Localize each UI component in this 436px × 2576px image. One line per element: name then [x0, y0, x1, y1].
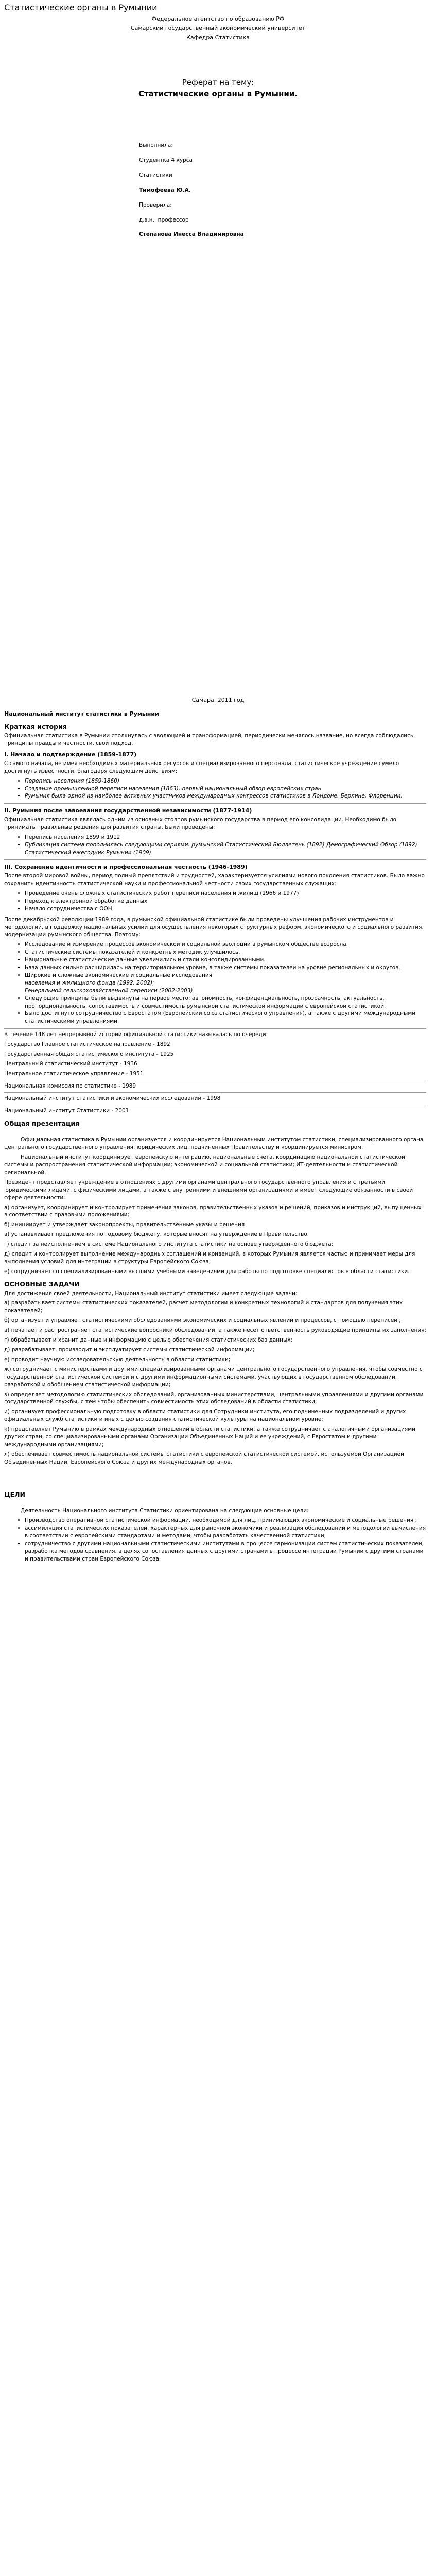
- overview-paragraph-2: Национальный институт координирует европейскую интеграцию, национальные счета, координацию национальной статистической системы и распространения статистической информации; экономической и социальной статистики; ИТ-деятельности и статистической региональной.: [4, 1154, 405, 1176]
- tasks-paragraph: Для достижения своей деятельности, Национальный институт статистики имеет следующие задачи:: [4, 1290, 298, 1297]
- goals-paragraph: Деятельность Национального института Статистики ориентирована на следующие основные цели:: [21, 1507, 309, 1514]
- list-item: • Статистические системы показателей и конкретных методик улучшилось.: [25, 948, 426, 956]
- tasks-heading: ОСНОВНЫЕ ЗАДАЧИ: [4, 1280, 80, 1288]
- task-line: г) обрабатывает и хранит данные и информацию с целью обеспечения статистических баз данных;: [4, 1337, 293, 1344]
- list-item-text: Широкие и сложные экономические и социальные исследования: [25, 972, 213, 978]
- name-line: Национальный институт статистики и экономических исследований - 1998: [4, 1095, 221, 1101]
- name-line: Национальная комиссия по статистике - 1989: [4, 1082, 136, 1089]
- duty-line: е) сотрудничает со специализированными высшими учебными заведениями для работы по подготовке специалистов в области статистики.: [4, 1268, 410, 1275]
- list-item: • сотрудничество с другими национальными статистическими институтами в процессе гармонизации систем статистических показателей, разработка методов сравнения, в целях сопоставления данных с другими странами в процессе интеграции Румынии с другими странами и правительствами стран Европейского Союза.: [25, 1540, 426, 1563]
- section-1-paragraph: С самого начала, не имея необходимых материальных ресурсов и специализированного персонала, статистическое учреждение сумело достигнуть известности, благодаря следующим действиям:: [4, 760, 399, 774]
- duty-line: а) организует, координирует и контролирует применения законов, правительственных указов и решений, приказов и инструкций, выпущенных в соответствии с правовыми положениями;: [4, 1204, 422, 1218]
- list-item: • Румыния была одной из наиболее активных участников международных конгрессов статистиков в Лондоне, Берлине, Флоренции.: [25, 792, 426, 800]
- city-year: Самара, 2011 год: [191, 697, 245, 703]
- section-3-paragraph: После второй мировой войны, период полный препятствий и трудностей, характеризуется усилиями нового поколения статистиков. Было важно сохранить идентичность статистической науки и профессиональной честности своих государственных служащих:: [4, 873, 425, 887]
- task-line: ж) сотрудничает с министерствами и другими специализированными органами центрального государственного управления, чтобы совместно с государственной статистической системой и с другими информационными системами, участвующих в государственном обследовании, разработкой и обобщением статистической информации;: [4, 1366, 423, 1388]
- university-line: Самарский государственный экономический университет: [130, 25, 306, 31]
- checker-name: Степанова Инесса Владимировна: [139, 231, 244, 238]
- performed-label: Выполнила:: [139, 142, 173, 148]
- spacer: [4, 1500, 426, 1507]
- task-line: а) разрабатывает системы статистических показателей, расчет методологии и конкретных технологий и стандартов для получения этих показателей;: [4, 1300, 403, 1314]
- list-item: • Публикация система пополнилась следующими сериями: румынский Статистический Бюллетень (1892) Демографический Обзор (1892) Статистический ежегодник Румынии (1909): [25, 841, 426, 857]
- divider: [4, 859, 426, 860]
- student-name: Тимофеева Ю.А.: [139, 187, 191, 193]
- student-specialty: Статистики: [139, 172, 172, 178]
- task-line: и) организует профессиональную подготовку в области статистики для Сотрудники института, его подчиненных подразделений и других официальных служб статистики и иных с целью создания статистической культуры на национальном уровне;: [4, 1409, 406, 1423]
- divider: [4, 803, 426, 804]
- divider: [4, 1028, 426, 1029]
- document-title: Статистические органы в Румынии: [4, 3, 158, 12]
- spacer: [4, 1129, 426, 1136]
- student-course: Студентка 4 курса: [139, 157, 193, 163]
- department-line: Кафедра Статистика: [186, 34, 250, 41]
- section-4-paragraph: После декабрьской революции 1989 года, в румынской официальной статистике были проведены улучшения рабочих инструментов и методологий, в поддержку национальных усилий для осуществления некоторых структурных реформ, экономического и социального развития, модернизации румынского общества. Поэтому:: [4, 916, 424, 938]
- spacer: [4, 1468, 426, 1486]
- list-item: • Переход к электронной обработке данных: [25, 897, 426, 905]
- name-line: Центральное статистическое управление - 1951: [4, 1070, 144, 1077]
- institute-heading: Национальный институт статистики в Румынии: [4, 710, 159, 717]
- list-item: • База данных сильно расширилась на территориальном уровне, а также системы показателей на уровне региональных и округов.: [25, 964, 426, 972]
- list-item: • Было достигнуто сотрудничество с Евростатом (Европейский союз статистического управления), а также с другими международными статистическими управлениями.: [25, 1010, 426, 1025]
- duty-line: б) инициирует и утверждает законопроекты, правительственные указы и решения: [4, 1222, 245, 1228]
- section-5-paragraph: В течение 148 лет непрерывной истории официальной статистики называлась по очереди:: [4, 1031, 268, 1038]
- list-item-italic: Генеральной сельскохозяйственной переписи (2002-2003): [25, 987, 193, 994]
- main-content: [4, 707, 426, 1566]
- intro-paragraph: Официальная статистика в Румынии столкнулась с эволюцией и трансформацией, периодически менялось название, но всегда соблюдались принципы правды и честности, свой подход.: [4, 733, 414, 747]
- section-4-list: [4, 941, 426, 1025]
- list-item: • Следующие принципы были выдвинуты на первое место: автономность, конфиденциальность, прозрачность, актуальность, пропорциональность, сопоставимость и совместимость румынской статистической информации с европейской статистикой.: [25, 995, 426, 1010]
- name-line: Национальный институт Статистики - 2001: [4, 1107, 129, 1114]
- section-2-title: II. Румыния после завоевания государственной независимости (1877-1914): [4, 807, 252, 815]
- section-3-list: [4, 890, 426, 913]
- overview-paragraph-1: Официальная статистика в Румынии организуется и координируется Национальным институтом статистики, специализированного органа центрального государственного управления, юридических лиц, подчиненных Правительству и координируется министром.: [4, 1137, 424, 1151]
- topic-label: Реферат на тему:: [182, 78, 254, 87]
- section-3-title: III. Сохранение идентичности и профессиональная честность (1946-1989): [4, 863, 248, 871]
- task-line: е) проводит научную исследовательскую деятельность в области статистики;: [4, 1356, 231, 1363]
- history-heading: Краткая история: [4, 722, 67, 731]
- list-item: • Исследование и измерение процессов экономической и социальной эволюции в румынском обществе возросла.: [25, 941, 426, 948]
- name-line: Центральный статистический институт - 1936: [4, 1061, 137, 1067]
- list-item: • Производство оперативной статистической информации, необходимой для лиц, принимающих экономические и социальные решения ;: [25, 1517, 426, 1524]
- section-2-list: [4, 834, 426, 857]
- task-line: к) представляет Румынию в рамках международных отношений в области статистики, а также сотрудничает с аналогичными организациями других стран, со специализированными органами Организации Объединенных Наций и ее учреждений, с Евростатом и другими международными организациями;: [4, 1426, 415, 1448]
- section-1-title: I. Начало и подтверждение (1859-1877): [4, 751, 137, 758]
- name-line: Государство Главное статистическое направление - 1892: [4, 1041, 170, 1048]
- task-line: д) разрабатывает, производит и эксплуатирует системы статистической информации;: [4, 1346, 255, 1353]
- list-item: • Перепись населения 1899 и 1912: [25, 834, 426, 841]
- list-item: • Начало сотрудничества с ООН: [25, 905, 426, 913]
- overview-paragraph-3: Президент представляет учреждение в отношениях с другими органами центрального государственного управления и с третьими юридическими лицами, с физическими лицами, а также с внутренними и внешними организациями и имеет следующие обязанности в своей сфере деятельности:: [4, 1179, 413, 1201]
- duty-line: г) следит за неисполнением в системе Национального института статистики на основе утвержденного бюджета;: [4, 1241, 334, 1248]
- list-item: [25, 972, 426, 995]
- topic-title: Статистические органы в Румынии.: [138, 89, 298, 98]
- section-2-paragraph: Официальная статистика являлась одним из основных столпов румынского государства в период его консолидации. Необходимо было принимать правильные решения для развития страны. Были проведены:: [4, 816, 397, 831]
- list-item: • Проведение очень сложных статистических работ переписи населения и жилищ (1966 и 1977): [25, 890, 426, 897]
- divider: [4, 1092, 426, 1093]
- list-item: • Перепись населения (1859-1860): [25, 777, 426, 785]
- duty-line: д) следит и контролирует выполнение международных соглашений и конвенций, в которых Румыния является частью и принимает меры для выполнения условий для интеграции в структуры Европейского Союза;: [4, 1251, 415, 1265]
- name-line: Государственная общая статистического института - 1925: [4, 1051, 174, 1058]
- task-line: з) определяет методологию статистических обследований, организованных министерствами, центральными управлениями и другими органами государственной службы, с тем чтобы обеспечить совместимость этих обследований в области статистики;: [4, 1391, 424, 1405]
- agency-line: Федеральное агентство по образованию РФ: [151, 15, 285, 22]
- goals-heading: ЦЕЛИ: [4, 1490, 25, 1498]
- list-item: • ассимиляция статистических показателей, характерных для рыночной экономики и реализация обследований и методологии вычисления в соответствии с европейскими стандартами и методами, чтобы разработать качественной статистики;: [25, 1524, 426, 1540]
- goals-list: [4, 1517, 426, 1563]
- overview-heading: Общая презентация: [4, 1119, 80, 1127]
- signers-block: [139, 142, 355, 246]
- section-1-list: [4, 777, 426, 801]
- task-line: в) печатает и распространяет статистические вопросники обследований, а также несет ответственность руководящие принципы их заполнения;: [4, 1327, 427, 1334]
- duty-line: в) устанавливает предложения по годовому бюджету, которые вносят на утверждение в Правительство;: [4, 1231, 309, 1238]
- task-line: б) организует и управляет статистическими обследованиями экономических и социальных явлений и процессов, с помощью переписей ;: [4, 1317, 401, 1324]
- list-item-italic: населения и жилищного фонда (1992, 2002);: [25, 979, 154, 986]
- checker-title: д.э.н., профессор: [139, 216, 189, 223]
- checked-label: Проверила:: [139, 201, 172, 208]
- task-line: л) обеспечивает совместимость национальной системы статистики с европейской статистической системой, используемой Организацией Объединенных Наций, Европейского Союза и других международных органов.: [4, 1451, 404, 1465]
- list-item: • Национальные статистические данные увеличились и стали консолидированными.: [25, 956, 426, 964]
- list-item: • Создание промышленной переписи населения (1863), первый национальный обзор европейских стран: [25, 785, 426, 793]
